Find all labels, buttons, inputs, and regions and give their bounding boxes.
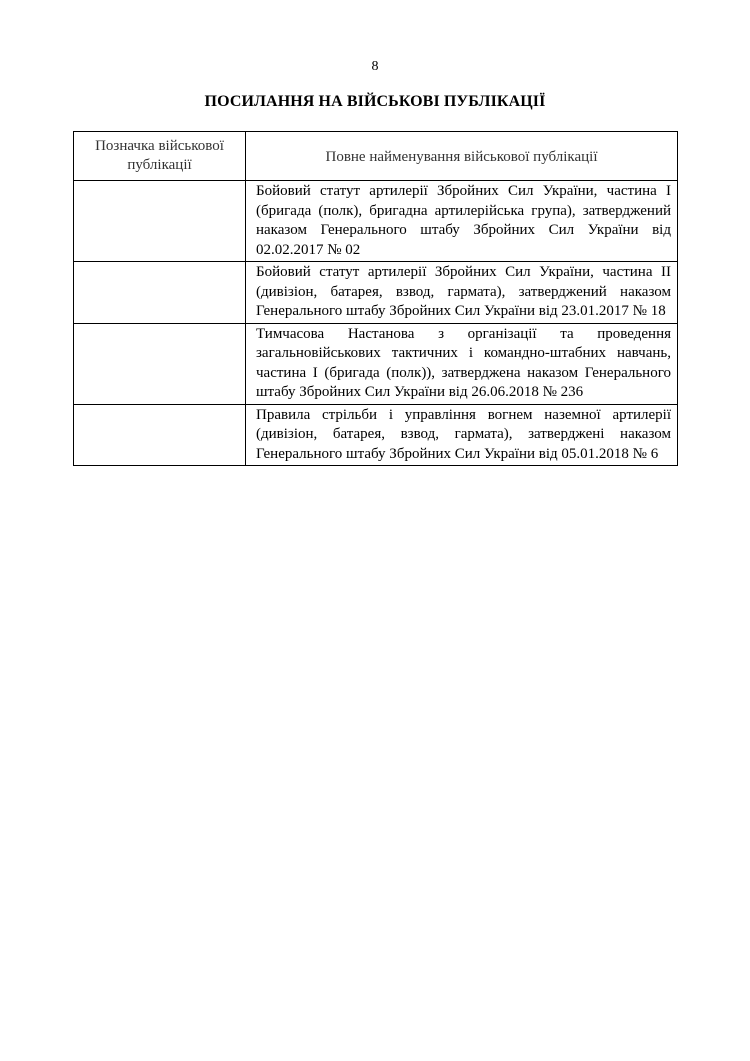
publication-code-cell [74,323,246,404]
page-number: 8 [371,59,379,74]
publication-code-cell [74,181,246,262]
table-row [74,262,678,324]
publication-name-cell: Правила стрільби і управління вогнем наземної артилерії (дивізіон, батарея, взвод, гармата), затверджені наказом Генерального штабу Збройних Сил України від 05.01.2018 № 6 [246,404,678,466]
page-title: ПОСИЛАННЯ НА ВІЙСЬКОВІ ПУБЛІКАЦІЇ [204,93,546,110]
table-row [74,181,678,262]
publication-name-cell: Бойовий статут артилерії Збройних Сил України, частина І (бригада (полк), бригадна артилерійська група), затверджений наказом Генерального штабу Збройних Сил України від 02.02.2017 № 02 [246,181,678,262]
table-row [74,323,678,404]
publication-code-cell [74,262,246,324]
header-publication-name: Повне найменування військової публікації [246,132,678,181]
table-row [74,404,678,466]
header-publication-code: Позначка військової публікації [74,132,246,181]
table-header-row [74,132,678,181]
publication-name-cell: Бойовий статут артилерії Збройних Сил України, частина ІІ (дивізіон, батарея, взвод, гармата), затверджений наказом Генерального штабу Збройних Сил України від 23.01.2017 № 18 [246,262,678,324]
publication-name-cell: Тимчасова Настанова з організації та проведення загальновійськових тактичних і командно-штабних навчань, частина І (бригада (полк)), затверджена наказом Генерального штабу Збройних Сил України від 26.06.2018 № 236 [246,323,678,404]
publication-code-cell [74,404,246,466]
publications-table [73,131,678,466]
